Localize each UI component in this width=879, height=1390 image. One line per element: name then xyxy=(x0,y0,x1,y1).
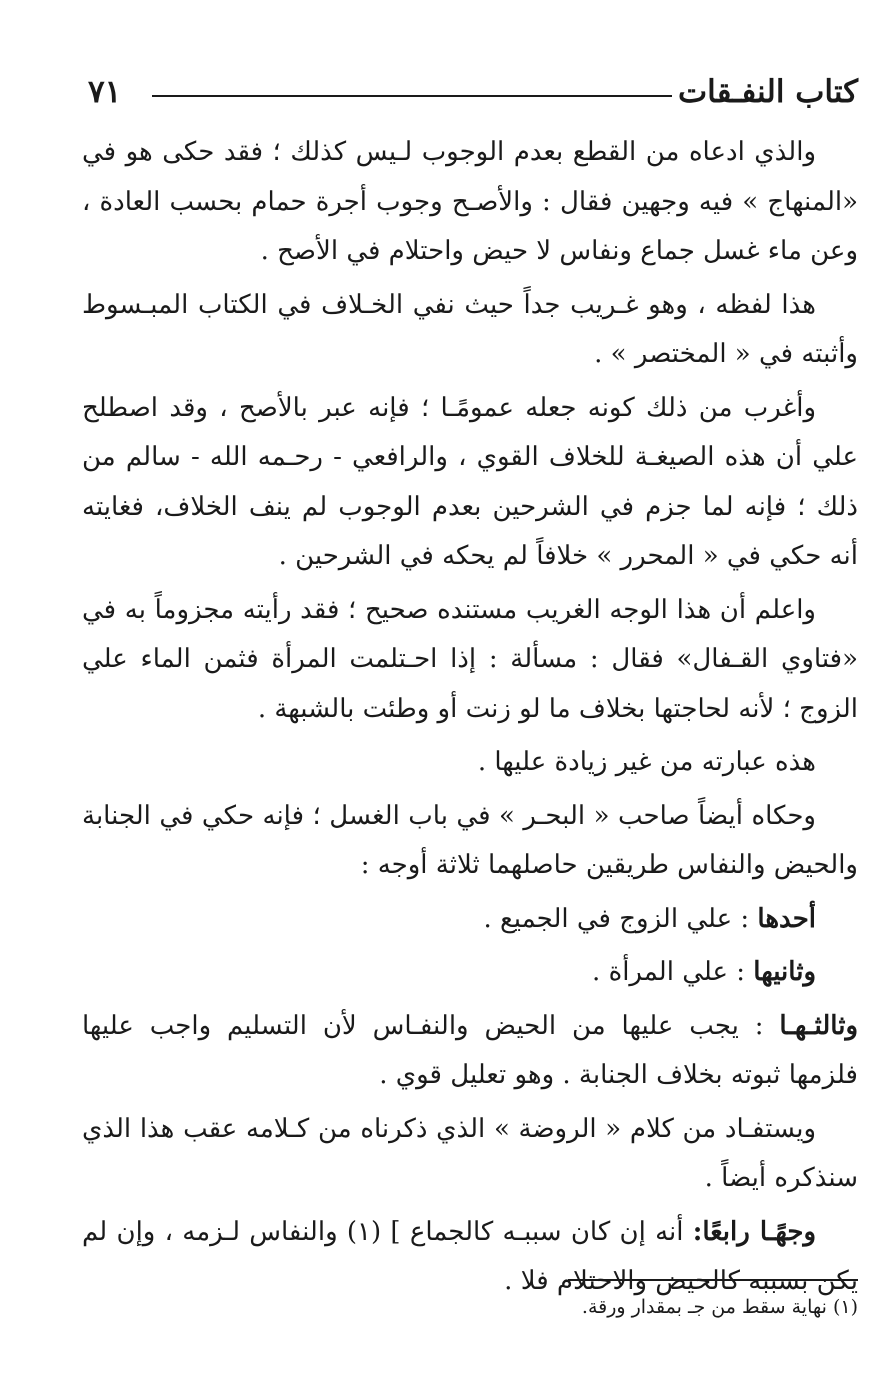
page-header xyxy=(82,72,858,112)
opinion-4-text: أنه إن كان سببـه كالجماع ] (١) والنفاس لـزمه ، وإن لم يكن بسببه كالحيض والاحتلام فلا . xyxy=(82,1216,858,1296)
paragraph-7: ويستفـاد من كلام « الروضة » الذي ذكرناه من كـلامه عقب هذا الذي سنذكره أيضاً . xyxy=(82,1113,858,1193)
paragraph-2: هذا لفظه ، وهو غـريب جداً حيث نفي الخـلاف في الكتاب المبـسوط وأثبته في « المختصر » . xyxy=(82,289,858,369)
paragraph-5: هذه عبارته من غير زيادة عليها . xyxy=(477,747,816,777)
opinion-2-text: : علي المرأة . xyxy=(592,957,746,987)
page-number: ٧١ xyxy=(88,74,122,110)
opinion-1-label: أحدها xyxy=(757,903,816,934)
opinion-2-label: وثانيها xyxy=(753,957,816,987)
paragraph-3: وأغرب من ذلك كونه جعله عمومًـا ؛ فإنه عبر بالأصح ، وقد اصطلح علي أن هذه الصيغـة للخلاف القوي ، والرافعي - رحـمه الله - سالم من ذلك ؛ فإنه لما جزم في الشرحين بعدم الوجوب لم ينف الخلاف، فغايته أنه حكي في « المحرر » خلافاً لم يحكه في الشرحين . xyxy=(82,392,858,571)
footnote-rule xyxy=(568,1279,858,1281)
running-title: كتاب النفـقات xyxy=(677,74,858,110)
paragraph-6: وحكاه أيضاً صاحب « البحـر » في باب الغسل ؛ فإنه حكي في الجنابة والحيض والنفاس طريقين حاصلهما ثلاثة أوجه : xyxy=(82,800,858,880)
opinion-1 xyxy=(82,895,858,945)
opinion-2 xyxy=(82,948,858,998)
footnote: (١) نهاية سقط من جـ بمقدار ورقة. xyxy=(581,1296,858,1318)
opinion-4-label: وجهًـا رابعًا: xyxy=(692,1216,817,1247)
opinion-3 xyxy=(82,1002,858,1101)
header-rule xyxy=(152,95,672,97)
opinion-1-text: : علي الزوج في الجميع . xyxy=(483,903,750,934)
paragraph-1: والذي ادعاه من القطع بعدم الوجوب لـيس كذلك ؛ فقد حكى هو في «المنهاج » فيه وجهين فقال : والأصـح وجوب أجرة حمام بحسب العادة ، وعن ماء غسل جماع ونفاس لا حيض واحتلام في الأصح . xyxy=(82,137,858,266)
body-text xyxy=(82,128,858,1311)
opinion-3-text: : يجب عليها من الحيض والنفـاس لأن التسليم واجب عليها فلزمها ثبوته بخلاف الجنابة . وهو تعليل قوي . xyxy=(82,1010,858,1090)
opinion-3-label: وثالثـهـا xyxy=(779,1010,858,1041)
paragraph-4: واعلم أن هذا الوجه الغريب مستنده صحيح ؛ فقد رأيته مجزوماً به في «فتاوي القـفال» فقال : مسألة : إذا احـتلمت المرأة فثمن الماء علي الزوج ؛ لأنه لحاجتها بخلاف ما لو زنت أو وطئت بالشبهة . xyxy=(82,594,858,724)
